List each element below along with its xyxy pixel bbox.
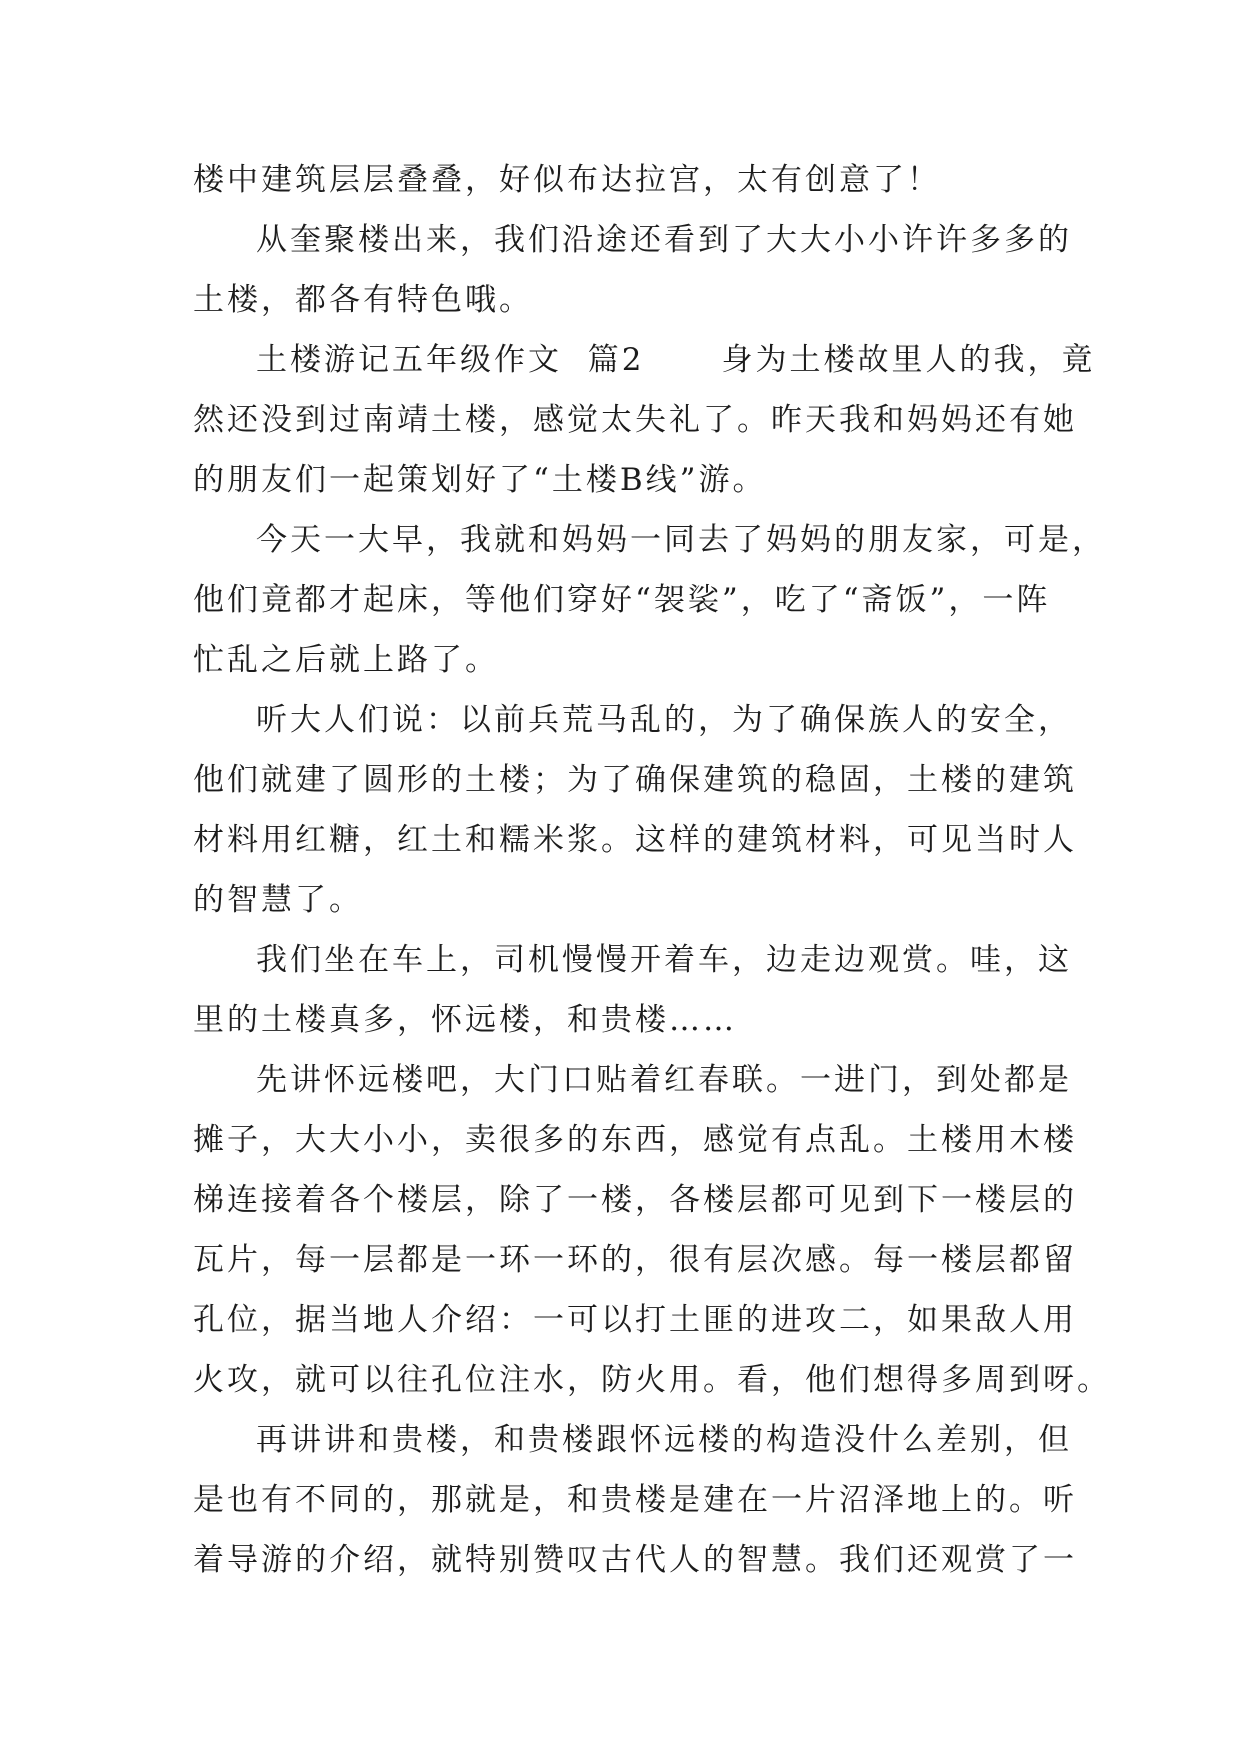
text-line: 着导游的介绍，就特别赞叹古代人的智慧。我们还观赏了一 [193, 1542, 1077, 1578]
text-line: 材料用红糖，红土和糯米浆。这样的建筑材料，可见当时人 [193, 822, 1077, 858]
text-line: 是也有不同的，那就是，和贵楼是建在一片沼泽地上的。听 [193, 1482, 1077, 1518]
text-line: 火攻，就可以往孔位注水，防火用。看，他们想得多周到呀。 [193, 1362, 1111, 1398]
paragraph-start-line: 今天一大早，我就和妈妈一同去了妈妈的朋友家，可是， [256, 522, 1106, 558]
text-line: 他们竟都才起床，等他们穿好“袈裟”，吃了“斋饭”，一阵 [193, 582, 1051, 618]
paragraph-start-line: 我们坐在车上，司机慢慢开着车，边走边观赏。哇，这 [256, 942, 1072, 978]
text-line: 楼中建筑层层叠叠，好似布达拉宫，太有创意了！ [193, 162, 941, 198]
text-line: 他们就建了圆形的土楼；为了确保建筑的稳固，土楼的建筑 [193, 762, 1077, 798]
text-line: 梯连接着各个楼层，除了一楼，各楼层都可见到下一楼层的 [193, 1182, 1077, 1218]
text-line: 孔位，据当地人介绍：一可以打土匪的进攻二，如果敌人用 [193, 1302, 1077, 1338]
paragraph-start-line: 听大人们说：以前兵荒马乱的，为了确保族人的安全， [256, 702, 1072, 738]
text-line: 瓦片，每一层都是一环一环的，很有层次感。每一楼层都留 [193, 1242, 1077, 1278]
text-line: 摊子，大大小小，卖很多的东西，感觉有点乱。土楼用木楼 [193, 1122, 1077, 1158]
text-line: 然还没到过南靖土楼，感觉太失礼了。昨天我和妈妈还有她 [193, 402, 1077, 438]
text-line: 土楼，都各有特色哦。 [193, 282, 533, 318]
text-line: 里的土楼真多，怀远楼，和贵楼…… [193, 1002, 737, 1038]
document-body [193, 150, 1111, 1590]
paragraph-start-line: 从奎聚楼出来，我们沿途还看到了大大小小许许多多的 [256, 222, 1072, 258]
paragraph-start-line: 土楼游记五年级作文 篇2 身为土楼故里人的我，竟 [256, 342, 1096, 378]
paragraph-start-line: 再讲讲和贵楼，和贵楼跟怀远楼的构造没什么差别，但 [256, 1422, 1072, 1458]
text-line: 的智慧了。 [193, 882, 363, 918]
text-line: 的朋友们一起策划好了“土楼B线”游。 [193, 462, 767, 498]
paragraph-start-line: 先讲怀远楼吧，大门口贴着红春联。一进门，到处都是 [256, 1062, 1072, 1098]
text-line: 忙乱之后就上路了。 [193, 642, 499, 678]
